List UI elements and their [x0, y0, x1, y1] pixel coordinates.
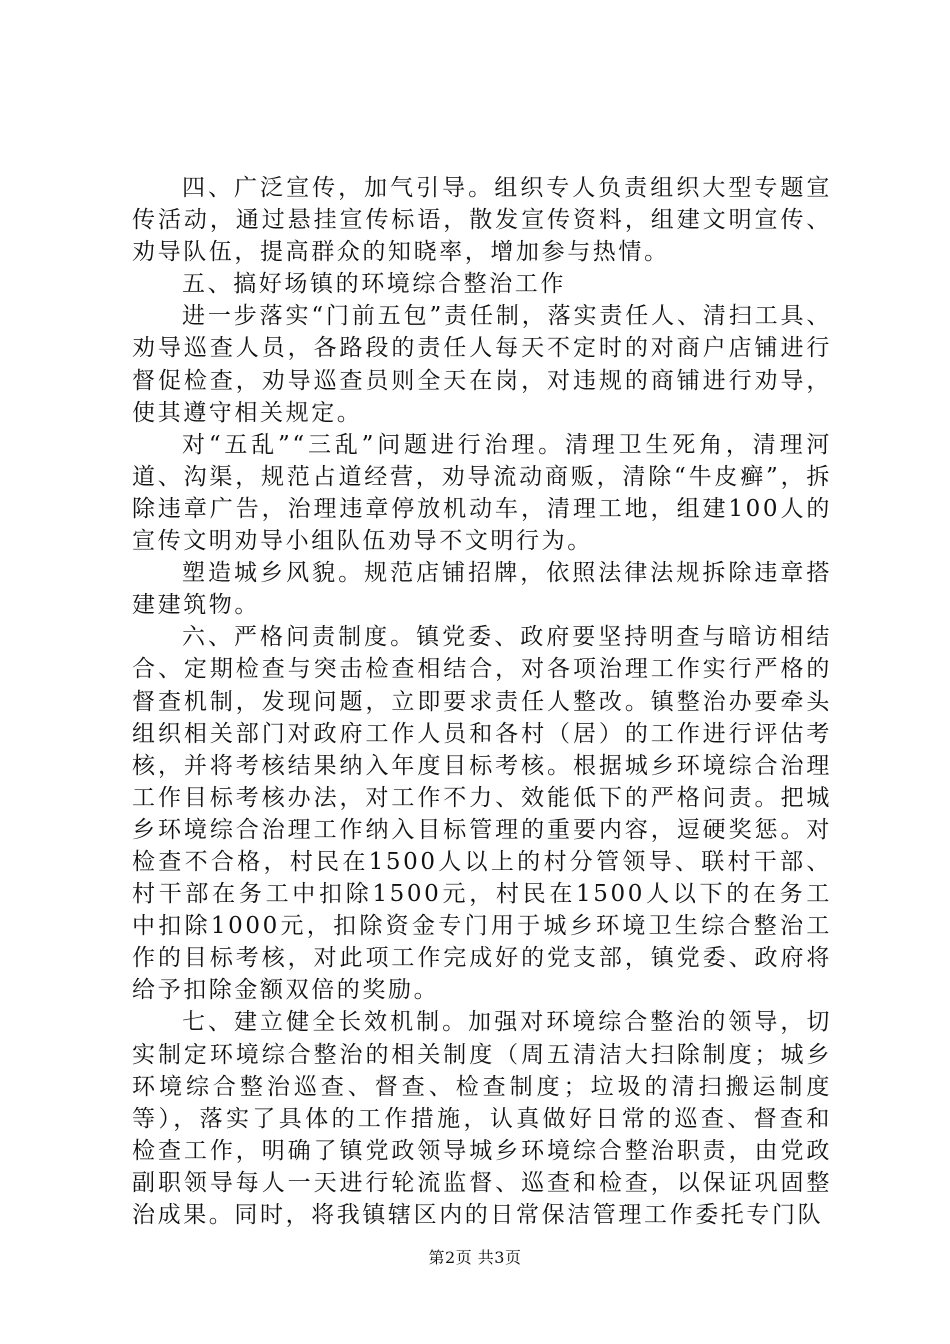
- document-body: [132, 172, 832, 1231]
- paragraph-responsibility-system: 进一步落实“门前五包”责任制，落实责任人、清扫工具、劝导巡查人员，各路段的责任人每天不定时的对商户店铺进行督促检查，劝导巡查员则全天在岗，对违规的商铺进行劝导，使其遵守相关规定。: [132, 303, 832, 426]
- paragraph-town-appearance: 塑造城乡风貌。规范店铺招牌，依照法律法规拆除违章搭建建筑物。: [132, 560, 832, 619]
- page-number-footer: 第2页 共3页: [428, 1248, 522, 1267]
- paragraph-heading-town-rectification: 五、搞好场镇的环境综合整治工作: [182, 271, 566, 298]
- paragraph-publicity: 四、广泛宣传，加气引导。组织专人负责组织大型专题宣传活动，通过悬挂宣传标语，散发宣传资料，组建文明宣传、劝导队伍，提高群众的知晓率，增加参与热情。: [132, 175, 832, 266]
- paragraph-accountability: 六、严格问责制度。镇党委、政府要坚持明查与暗访相结合、定期检查与突击检查相结合，对各项治理工作实行严格的督查机制，发现问题，立即要求责任人整改。镇整治办要牵头组织相关部门对政府工作人员和各村（居）的工作进行评估考核，并将考核结果纳入年度目标考核。根据城乡环境综合治理工作目标考核办法，对工作不力、效能低下的严格问责。把城乡环境综合治理工作纳入目标管理的重要内容，逗硬奖惩。对检查不合格，村民在1500人以上的村分管领导、联村干部、村干部在务工中扣除1500元，村民在1500人以下的在务工中扣除1000元，扣除资金专门用于城乡环境卫生综合整治工作的目标考核，对此项工作完成好的党支部，镇党委、政府将给予扣除金额双倍的奖励。: [132, 624, 832, 1004]
- paragraph-five-chaos: 对“五乱”“三乱”问题进行治理。清理卫生死角，清理河道、沟渠，规范占道经营，劝导流动商贩，清除“牛皮癣”，拆除违章广告，治理违章停放机动车，清理工地，组建100人的宣传文明劝导小组队伍劝导不文明行为。: [132, 431, 832, 555]
- paragraph-long-term-mechanism: 七、建立健全长效机制。加强对环境综合整治的领导，切实制定环境综合整治的相关制度（周五清洁大扫除制度；城乡环境综合整治巡查、督查、检查制度；垃圾的清扫搬运制度等），落实了具体的工作措施，认真做好日常的巡查、督查和检查工作，明确了镇党政领导城乡环境综合整治职责，由党政副职领导每人一天进行轮流监督、巡查和检查，以保证巩固整治成果。同时，将我镇辖区内的日常保洁管理工作委托专门队: [132, 1009, 832, 1228]
